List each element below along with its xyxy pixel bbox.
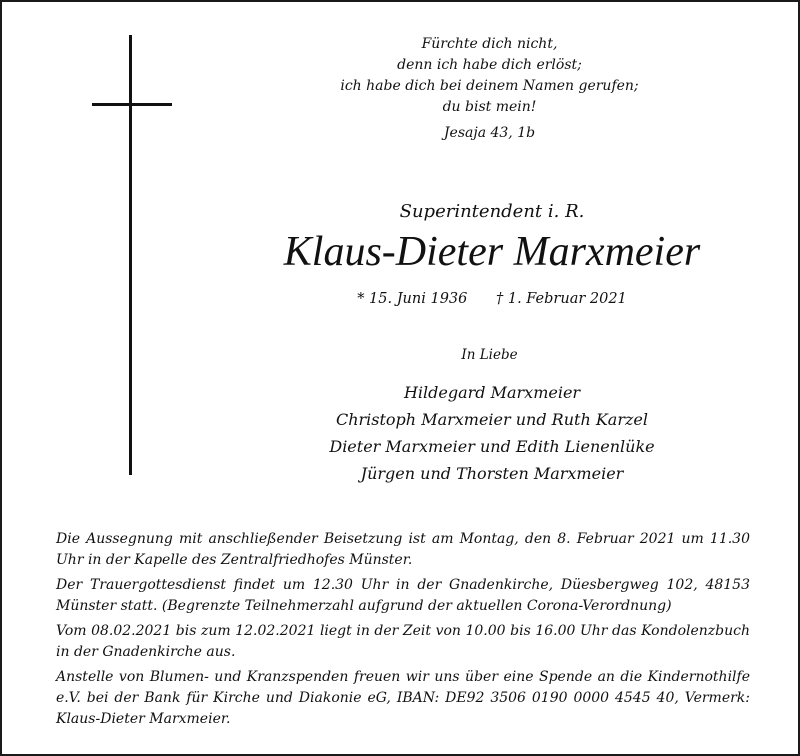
bible-verse — [302, 34, 677, 118]
cross-icon — [129, 35, 132, 475]
mourner-name: Dieter Marxmeier und Edith Lienenlüke — [329, 437, 655, 456]
info-paragraph: Die Aussegnung mit anschließender Beisetzung ist am Montag, den 8. Februar 2021 um 11.30 Uhr in der Kapelle des Zentralfriedhofes Münster. — [56, 531, 750, 568]
verse-reference: Jesaja 43, 1b — [443, 125, 536, 141]
death-date: † 1. Februar 2021 — [495, 291, 627, 307]
info-paragraph: Der Trauergottesdienst findet um 12.30 Uhr in der Gnadenkirche, Düesbergweg 102, 48153 Münster statt. (Begrenzte Teilnehmerzahl aufgrund der aktuellen Corona-Verordnung) — [56, 577, 750, 614]
life-dates — [242, 291, 742, 307]
verse-line: denn ich habe dich erlöst; — [397, 57, 582, 73]
info-paragraph: Anstelle von Blumen- und Kranzspenden freuen wir uns über eine Spende an die Kindernothilfe e.V. bei der Bank für Kirche und Diakonie eG, IBAN: DE92 3506 0190 0000 4545 40, Vermerk: Klaus-Dieter Marxmeier. — [56, 669, 750, 727]
mourner-name: Christoph Marxmeier und Ruth Karzel — [335, 410, 649, 429]
verse-line: du bist mein! — [442, 99, 537, 115]
mourners-list — [242, 379, 742, 487]
info-paragraph: Vom 08.02.2021 bis zum 12.02.2021 liegt in der Zeit von 10.00 bis 16.00 Uhr das Kondolenzbuch in der Gnadenkirche aus. — [56, 623, 750, 660]
deceased-title: Superintendent i. R. — [399, 201, 585, 222]
mourners-intro: In Liebe — [461, 347, 518, 363]
mourner-name: Jürgen und Thorsten Marxmeier — [360, 464, 624, 483]
verse-line: ich habe dich bei deinem Namen gerufen; — [340, 78, 639, 94]
mourner-name: Hildegard Marxmeier — [403, 383, 581, 402]
cross-icon-bar — [92, 103, 172, 106]
funeral-information — [56, 529, 750, 734]
deceased-name: Klaus-Dieter Marxmeier — [283, 229, 701, 275]
birth-date: * 15. Juni 1936 — [357, 291, 468, 307]
verse-line: Fürchte dich nicht, — [421, 36, 558, 52]
